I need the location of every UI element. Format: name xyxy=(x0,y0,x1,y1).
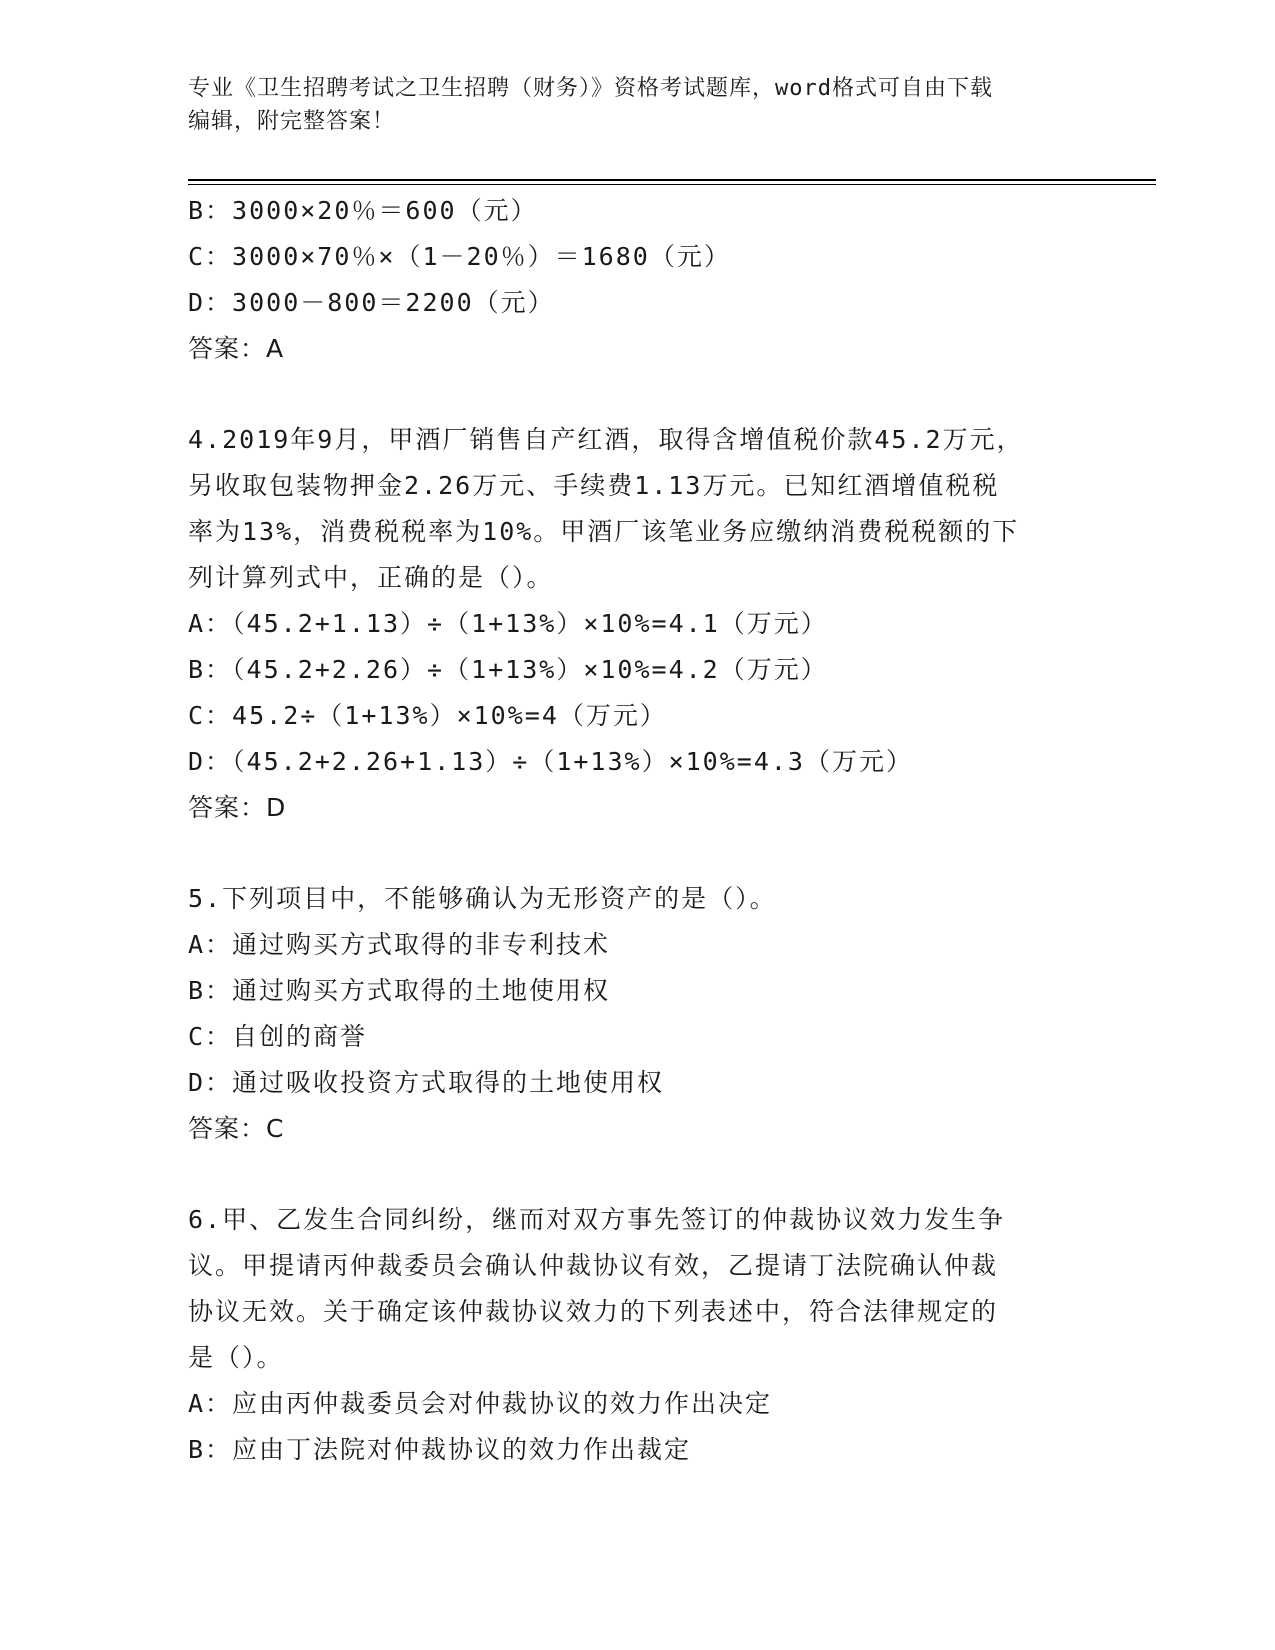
question-content xyxy=(188,188,1088,1473)
header-line-2: 编辑，附完整答案！ xyxy=(188,109,396,134)
q6-option-b: B：应由丁法院对仲裁协议的效力作出裁定 xyxy=(188,1435,692,1464)
q4-option-d: D：（45.2+2.26+1.13）÷（1+13%）×10%=4.3（万元） xyxy=(188,747,913,776)
q4-stem-line: 列计算列式中，正确的是（）。 xyxy=(188,563,554,592)
q5-option-d: D：通过吸收投资方式取得的土地使用权 xyxy=(188,1068,665,1097)
spacer xyxy=(188,1152,1088,1197)
question-3 xyxy=(188,188,1088,372)
q6-stem-line: 是（）。 xyxy=(188,1343,284,1372)
q3-option-c: C：3000×70％×（1－20％）＝1680（元） xyxy=(188,242,731,271)
q4-stem-line: 4.2019年9月，甲酒厂销售自产红酒，取得含增值税价款45.2万元， xyxy=(188,425,1024,454)
header-divider-thick xyxy=(188,179,1156,181)
q5-stem: 5.下列项目中，不能够确认为无形资产的是（）。 xyxy=(188,884,777,913)
question-5 xyxy=(188,876,1088,1152)
q3-answer: 答案：A xyxy=(188,334,285,363)
document-header xyxy=(188,72,1088,138)
q3-option-d: D：3000－800＝2200（元） xyxy=(188,288,555,317)
q6-stem-line: 协议无效。关于确定该仲裁协议效力的下列表述中，符合法律规定的 xyxy=(188,1297,999,1326)
spacer xyxy=(188,372,1088,417)
q6-stem-line: 议。甲提请丙仲裁委员会确认仲裁协议有效，乙提请丁法院确认仲裁 xyxy=(188,1251,999,1280)
question-4 xyxy=(188,417,1088,831)
q3-option-b: B：3000×20％＝600（元） xyxy=(188,196,538,225)
q5-answer: 答案：C xyxy=(188,1114,285,1143)
q4-stem-line: 另收取包装物押金2.26万元、手续费1.13万元。已知红酒增值税税 xyxy=(188,471,1000,500)
spacer xyxy=(188,831,1088,876)
q4-option-a: A：（45.2+1.13）÷（1+13%）×10%=4.1（万元） xyxy=(188,609,828,638)
q4-option-b: B：（45.2+2.26）÷（1+13%）×10%=4.2（万元） xyxy=(188,655,828,684)
q5-option-c: C：自创的商誉 xyxy=(188,1022,368,1051)
q4-answer: 答案：D xyxy=(188,793,287,822)
header-line-1: 专业《卫生招聘考试之卫生招聘（财务）》资格考试题库，word格式可自由下载 xyxy=(188,76,993,101)
q4-option-c: C：45.2÷（1+13%）×10%=4（万元） xyxy=(188,701,667,730)
q4-stem-line: 率为13%，消费税税率为10%。甲酒厂该笔业务应缴纳消费税税额的下 xyxy=(188,517,1020,546)
q6-stem-line: 6.甲、乙发生合同纠纷，继而对双方事先签订的仲裁协议效力发生争 xyxy=(188,1205,1006,1234)
q5-option-a: A：通过购买方式取得的非专利技术 xyxy=(188,930,611,959)
q6-option-a: A：应由丙仲裁委员会对仲裁协议的效力作出决定 xyxy=(188,1389,773,1418)
header-divider-thin xyxy=(188,184,1156,185)
question-6 xyxy=(188,1197,1088,1473)
q5-option-b: B：通过购买方式取得的土地使用权 xyxy=(188,976,611,1005)
